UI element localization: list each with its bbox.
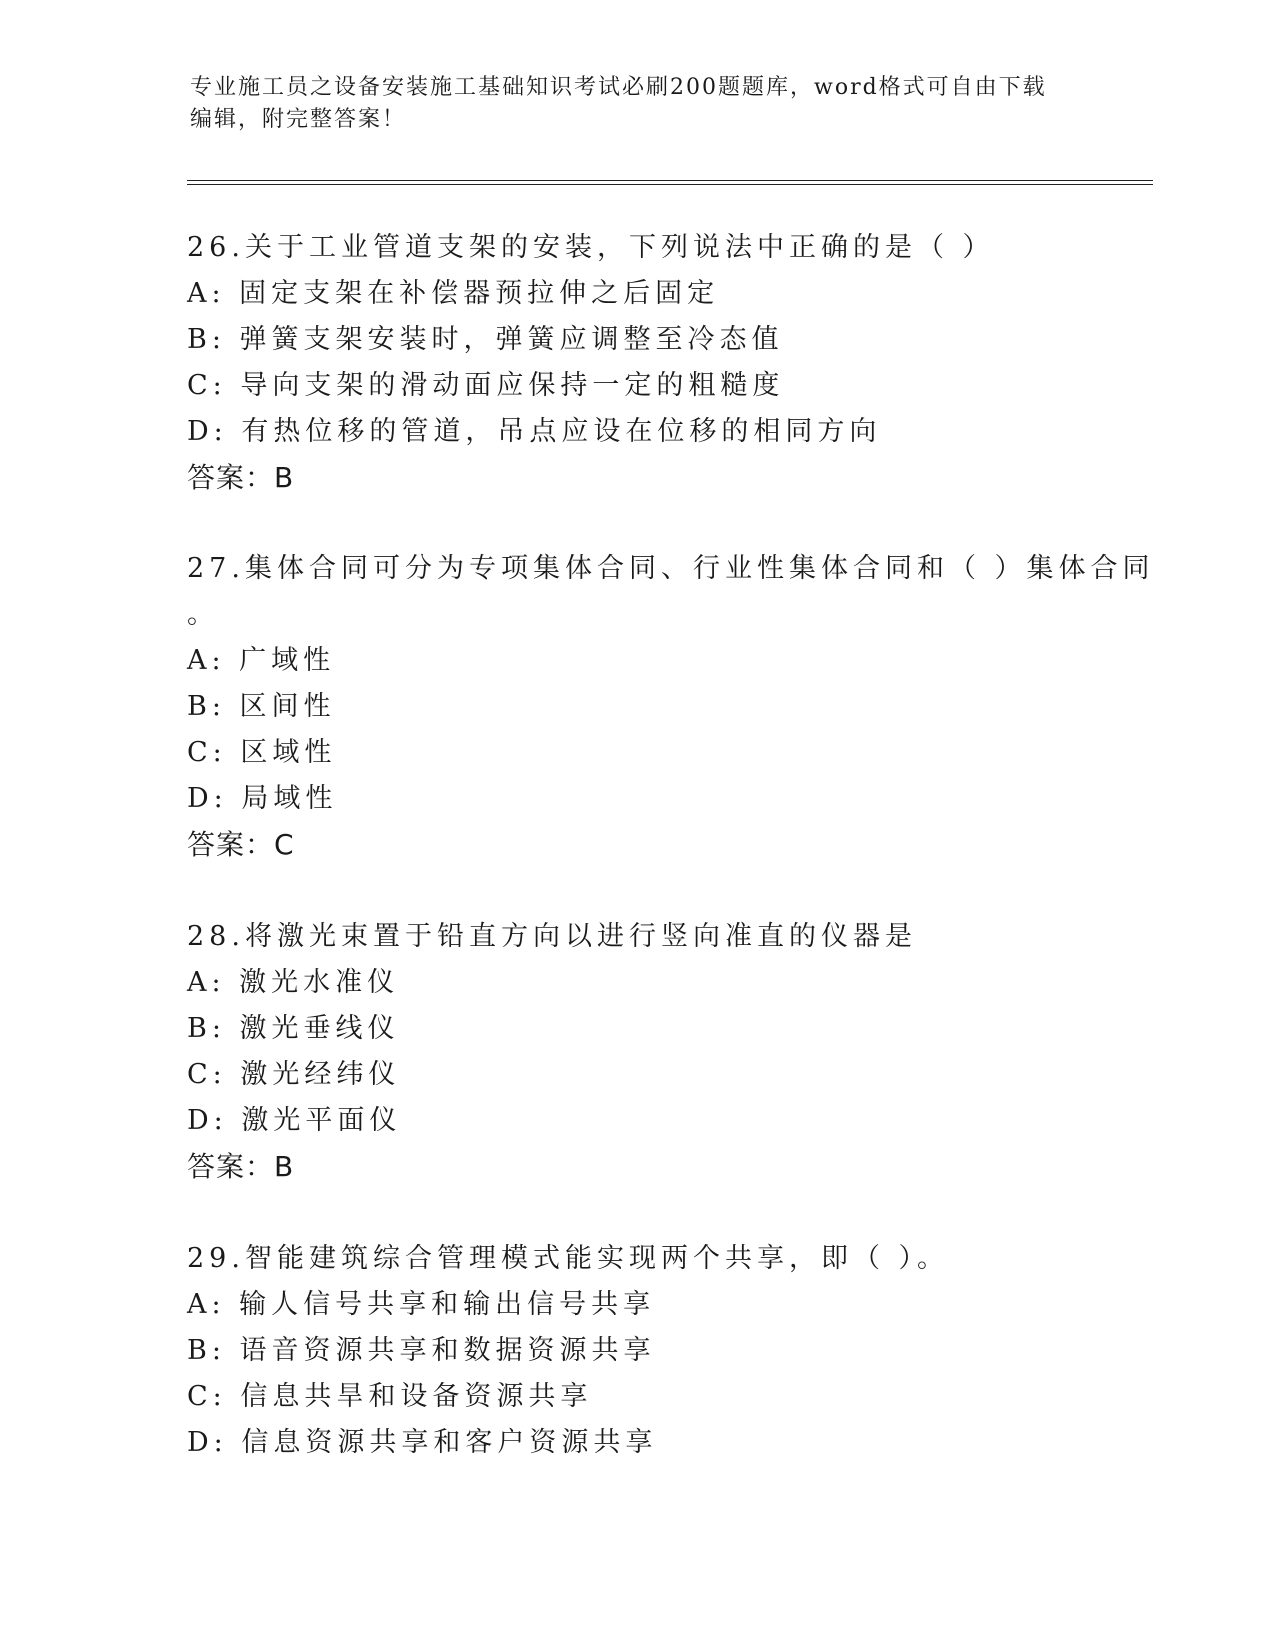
header-line-2: 编辑，附完整答案！ [190,107,407,132]
answer: 答案：C [187,828,295,861]
option-b: B: 语音资源共享和数据资源共享 [187,1335,656,1366]
option-a: A: 激光水准仪 [187,967,400,998]
document-header [190,72,1070,136]
question-stem: 27.集体合同可分为专项集体合同、行业性集体合同和（ ）集体合同 [187,553,1155,584]
question-stem: 26.关于工业管道支架的安装，下列说法中正确的是（ ） [187,232,995,263]
option-c: C: 信息共旱和设备资源共享 [187,1381,593,1412]
header-divider-top [187,180,1153,181]
option-d: D: 信息资源共享和客户资源共享 [187,1427,658,1458]
answer: 答案：B [187,1150,295,1183]
question-stem: 28.将激光束置于铅直方向以进行竖向准直的仪器是 [187,921,917,952]
option-a: A: 广域性 [187,645,336,676]
question-stem-continued: 。 [187,599,219,630]
header-divider-bottom [187,184,1153,185]
question-26 [187,225,1087,501]
option-a: A: 固定支架在补偿器预拉伸之后固定 [187,278,720,309]
header-line-1: 专业施工员之设备安装施工基础知识考试必刷200题题库，word格式可自由下载 [190,75,1047,100]
option-c: C: 导向支架的滑动面应保持一定的粗糙度 [187,370,785,401]
option-d: D: 有热位移的管道，吊点应设在位移的相同方向 [187,416,882,447]
option-d: D: 激光平面仪 [187,1105,402,1136]
option-b: B: 激光垂线仪 [187,1013,400,1044]
option-a: A: 输人信号共享和输出信号共享 [187,1289,656,1320]
option-d: D: 局域性 [187,783,338,814]
question-27 [187,546,1155,868]
option-c: C: 激光经纬仪 [187,1059,401,1090]
option-c: C: 区域性 [187,737,337,768]
question-28 [187,914,1087,1190]
option-b: B: 弹簧支架安装时，弹簧应调整至冷态值 [187,324,784,355]
question-stem: 29.智能建筑综合管理模式能实现两个共享，即（ ）。 [187,1243,950,1274]
option-b: B: 区间性 [187,691,336,722]
answer: 答案：B [187,461,295,494]
question-29 [187,1236,1087,1466]
